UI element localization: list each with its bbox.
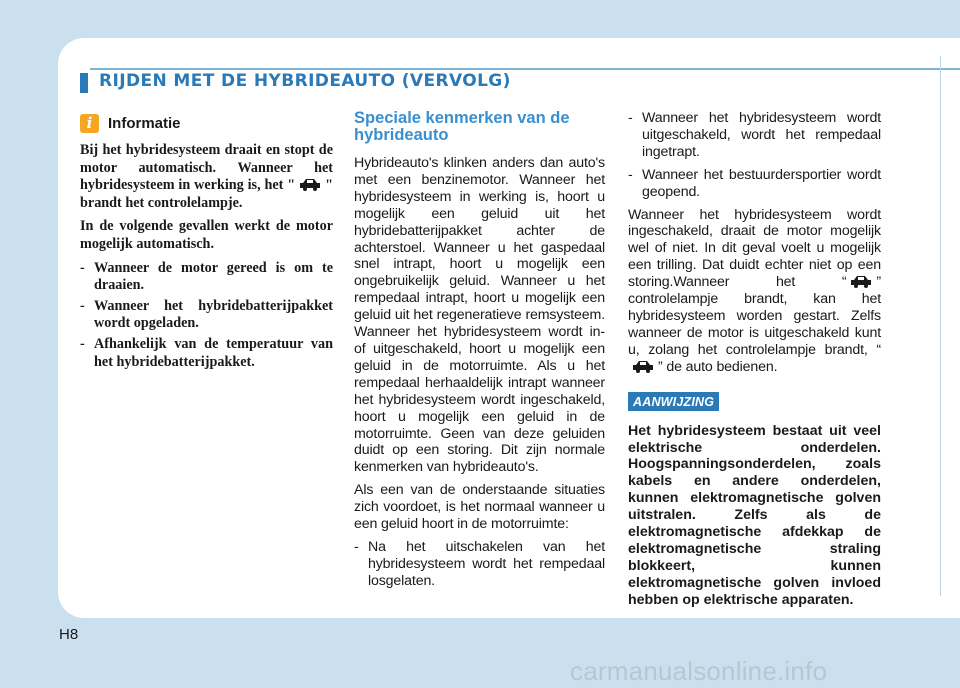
header-rule — [90, 68, 960, 70]
list-item-text: Wanneer het bestuurdersportier wordt geopend. — [642, 166, 881, 200]
list-item-text: Wanneer het hybridesysteem wordt uitgeschakeld, wordt het rempedaal ingetrapt. — [642, 110, 881, 160]
info-icon: i — [80, 114, 99, 133]
notice-badge: AANWIJZING — [628, 392, 719, 411]
car-ready-icon — [632, 360, 654, 373]
list-item: - Wanneer het hybridesysteem wordt uitgeschakeld, wordt het rempedaal ingetrapt. — [628, 110, 881, 160]
car-ready-icon — [299, 178, 321, 191]
info-column — [80, 110, 333, 374]
continuation-column — [628, 110, 881, 609]
section-paragraph-2: Als een van de onderstaande situaties zich voordoet, is het normaal wanneer u een geluid hoort in de motorruimte: — [354, 482, 605, 533]
info-body — [80, 142, 333, 371]
paragraph-text: Wanneer het hybridesysteem wordt ingeschakeld, draait de motor mogelijk wel of niet. In dit geval voelt u mogelijk een trilling. Dat duidt echter niet op een storing.Wanneer het “ — [628, 206, 881, 291]
info-text: " brandt het controlelampje. — [80, 177, 333, 211]
paragraph-text: ” controlelampje brandt, kan het hybridesysteem worden gestart. Zelfs wanneer de motor is uitgeschakeld kunt u, zolang het controlelampje brandt, “ — [628, 274, 881, 358]
header-accent-bar — [80, 73, 88, 93]
features-column — [354, 110, 605, 596]
list-item: - Wanneer het bestuurdersportier wordt geopend. — [628, 166, 881, 200]
section-header-title: RIJDEN MET DE HYBRIDEAUTO (VERVOLG) — [99, 71, 511, 91]
info-title: Informatie — [108, 114, 181, 132]
list-item-text: Wanneer het hybridebatterijpakket wordt opgeladen. — [94, 297, 333, 332]
margin-rule — [940, 56, 941, 596]
continuation-body — [628, 110, 881, 376]
list-item: - Wanneer de motor gereed is om te draaien. — [80, 259, 333, 294]
notice-text: Het hybridesysteem bestaat uit veel elektrische onderdelen. Hoogspanningsonderdelen, zoals kabels en andere onderdelen, kunnen elektromagnetische golven uitstralen. Zelfs als de elektromagnetische afdekkap de elektromagnetische straling blokkeert, kunnen elektromagnetische golven invloed hebben op elektrische apparaten. — [628, 422, 881, 608]
section-paragraph: Hybrideauto's klinken anders dan auto's met een benzinemotor. Wanneer het hybridesysteem in werking is, hoort u mogelijk een geluid uit het hybridebatterijpakket achter de achterstoel. Wanneer u het gaspedaal snel intrapt, hoort u mogelijk een ongebruikelijk geluid. Wanneer u het rempedaal intrapt, hoort u mogelijk een geluid uit het regeneratieve remsysteem. Wanneer het hybridesysteem wordt in- of uitgeschakeld, hoort u mogelijk een geluid in de motorruimte. Als u het rempedaal herhaaldelijk intrapt wanneer het hybridesysteem wordt ingeschakeld, hoort u mogelijk een geluid in de motorruimte. Geen van deze geluiden duidt op een storing. Dit zijn normale kenmerken van hybrideauto's. — [354, 155, 605, 476]
car-ready-icon — [850, 275, 872, 288]
list-item: - Wanneer het hybridebatterijpakket wordt opgeladen. — [80, 297, 333, 332]
info-text: Bij het hybridesysteem draait en stopt de motor automatisch. Wanneer het hybridesysteem in werking is, het " — [80, 142, 333, 194]
section-title: Speciale kenmerken van de hybrideauto — [354, 109, 570, 144]
list-item-text: Afhankelijk van de temperatuur van het hybridebatterijpakket. — [94, 335, 333, 370]
list-item-text: Wanneer de motor gereed is om te draaien. — [94, 259, 333, 294]
info-paragraph-2: In de volgende gevallen werkt de motor mogelijk automatisch. — [80, 218, 333, 252]
info-paragraph — [80, 142, 333, 212]
watermark: carmanualsonline.info — [570, 656, 828, 686]
continuation-paragraph — [628, 207, 881, 376]
list-item: - Na het uitschakelen van het hybridesysteem wordt het rempedaal losgelaten. — [354, 538, 605, 589]
list-item-text: Na het uitschakelen van het hybridesysteem wordt het rempedaal losgelaten. — [368, 538, 605, 589]
paragraph-text: ” de auto bedienen. — [658, 358, 778, 375]
info-heading — [80, 112, 333, 134]
list-item: - Afhankelijk van de temperatuur van het hybridebatterijpakket. — [80, 335, 333, 370]
section-body — [354, 155, 605, 590]
page-number: H8 — [59, 626, 79, 643]
